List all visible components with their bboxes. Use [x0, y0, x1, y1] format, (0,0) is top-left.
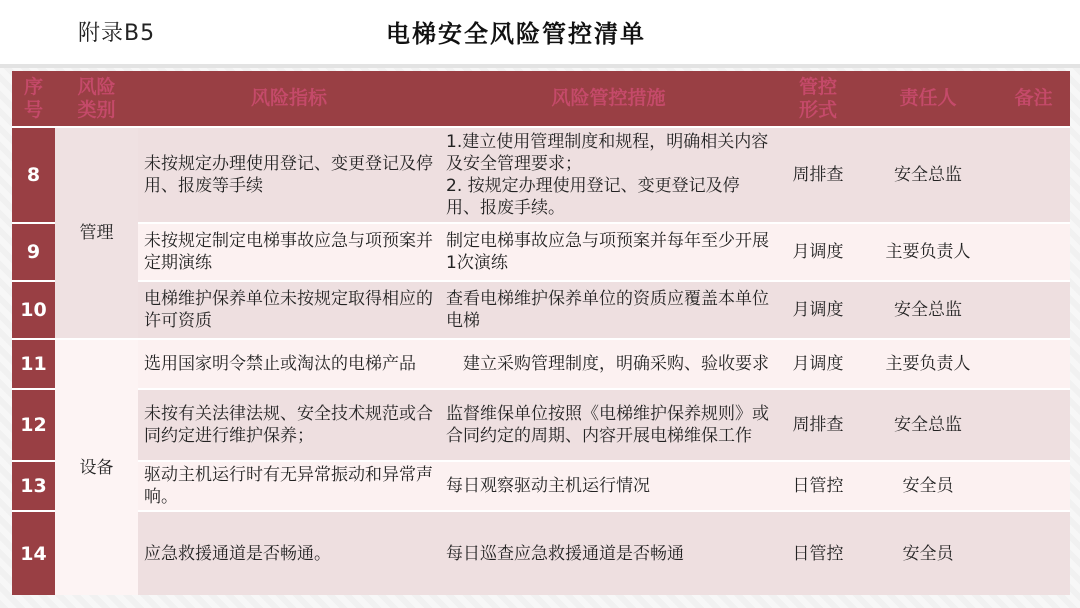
header-measure: 风险管控措施	[440, 71, 777, 127]
header-remark: 备注	[997, 71, 1070, 127]
page-header	[0, 0, 1080, 66]
measure-cell: 1.建立使用管理制度和规程，明确相关内容及安全管理要求； 2. 按规定办理使用登记、变更登记及停用、报废手续。	[440, 127, 777, 223]
form-cell: 月调度	[777, 223, 859, 281]
indicator-cell: 应急救援通道是否畅通。	[138, 511, 440, 595]
row-number: 12	[12, 389, 55, 461]
row-number: 10	[12, 281, 55, 339]
remark-cell	[997, 461, 1070, 511]
header-no: 序 号	[12, 71, 55, 127]
remark-cell	[997, 389, 1070, 461]
row-number: 14	[12, 511, 55, 595]
table-row	[12, 389, 1070, 461]
measure-cell: 监督维保单位按照《电梯维护保养规则》或合同约定的周期、内容开展电梯维保工作	[440, 389, 777, 461]
appendix-label: 附录B5	[78, 21, 156, 46]
table-row	[12, 223, 1070, 281]
table-row	[12, 339, 1070, 389]
form-cell: 日管控	[777, 511, 859, 595]
category-cell: 管理	[55, 127, 138, 339]
indicator-cell: 未按规定办理使用登记、变更登记及停用、报废等手续	[138, 127, 440, 223]
indicator-cell: 选用国家明令禁止或淘汰的电梯产品	[138, 339, 440, 389]
page-title: 电梯安全风险管控清单	[386, 20, 646, 48]
indicator-cell: 未按有关法律法规、安全技术规范或合同约定进行维护保养；	[138, 389, 440, 461]
measure-cell: 查看电梯维护保养单位的资质应覆盖本单位电梯	[440, 281, 777, 339]
owner-cell: 主要负责人	[859, 339, 997, 389]
table-header-row	[12, 71, 1070, 127]
risk-control-table	[12, 71, 1070, 595]
table-row	[12, 127, 1070, 223]
form-cell: 月调度	[777, 339, 859, 389]
row-number: 13	[12, 461, 55, 511]
category-cell: 设备	[55, 339, 138, 595]
header-divider	[0, 64, 1080, 68]
owner-cell: 安全员	[859, 461, 997, 511]
measure-cell: 每日巡查应急救援通道是否畅通	[440, 511, 777, 595]
owner-cell: 安全总监	[859, 281, 997, 339]
remark-cell	[997, 127, 1070, 223]
measure-cell: 建立采购管理制度，明确采购、验收要求	[440, 339, 777, 389]
row-number: 9	[12, 223, 55, 281]
remark-cell	[997, 511, 1070, 595]
remark-cell	[997, 223, 1070, 281]
form-cell: 周排查	[777, 389, 859, 461]
indicator-cell: 电梯维护保养单位未按规定取得相应的许可资质	[138, 281, 440, 339]
form-cell: 周排查	[777, 127, 859, 223]
remark-cell	[997, 339, 1070, 389]
indicator-cell: 驱动主机运行时有无异常振动和异常声响。	[138, 461, 440, 511]
owner-cell: 主要负责人	[859, 223, 997, 281]
remark-cell	[997, 281, 1070, 339]
form-cell: 日管控	[777, 461, 859, 511]
owner-cell: 安全总监	[859, 389, 997, 461]
row-number: 11	[12, 339, 55, 389]
header-category: 风险 类别	[55, 71, 138, 127]
row-number: 8	[12, 127, 55, 223]
header-indicator: 风险指标	[138, 71, 440, 127]
indicator-cell: 未按规定制定电梯事故应急与项预案并定期演练	[138, 223, 440, 281]
header-owner: 责任人	[859, 71, 997, 127]
table-row	[12, 281, 1070, 339]
table-row	[12, 461, 1070, 511]
table-row	[12, 511, 1070, 595]
form-cell: 月调度	[777, 281, 859, 339]
owner-cell: 安全总监	[859, 127, 997, 223]
owner-cell: 安全员	[859, 511, 997, 595]
measure-cell: 制定电梯事故应急与项预案并每年至少开展1次演练	[440, 223, 777, 281]
header-form: 管控 形式	[777, 71, 859, 127]
measure-cell: 每日观察驱动主机运行情况	[440, 461, 777, 511]
